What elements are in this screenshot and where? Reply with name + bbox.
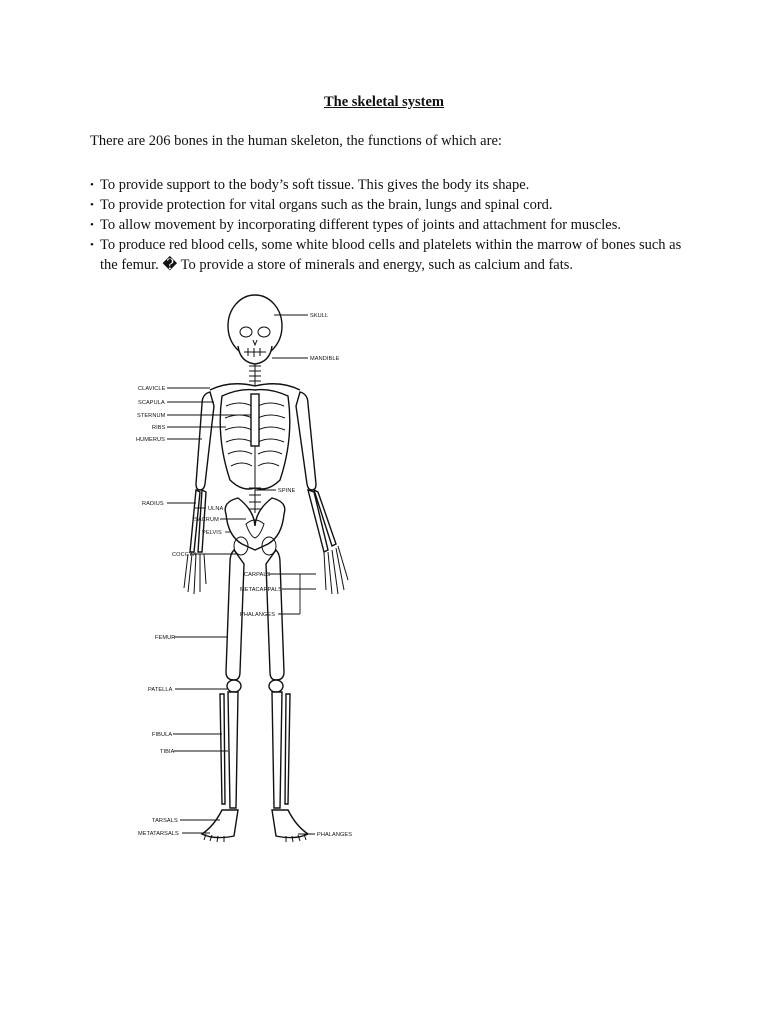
label-ulna: ULNA: [208, 506, 224, 512]
label-skull: SKULL: [310, 313, 329, 319]
label-sternum: STERNUM: [137, 413, 166, 419]
label-ribs: RIBS: [152, 425, 166, 431]
humerus-left: [196, 392, 214, 490]
list-item: • To produce red blood cells, some white blood cells and platelets within the marrow of bones such as the femur. � To provide a store of minerals and energy, such as calcium and fats.: [90, 235, 690, 275]
label-metacarpals: METACARPALS: [240, 587, 282, 593]
label-metatarsals: METATARSALS: [138, 831, 179, 837]
label-fibula: FIBULA: [152, 732, 173, 738]
label-mandible: MANDIBLE: [310, 356, 340, 362]
list-item: • To provide support to the body’s soft tissue. This gives the body its shape.: [90, 175, 690, 195]
label-tibia: TIBIA: [160, 749, 175, 755]
patella-left: [227, 680, 241, 692]
label-clavicle: CLAVICLE: [138, 386, 166, 392]
page-title: The skeletal system: [323, 94, 444, 110]
sternum-shape: [251, 394, 259, 446]
label-humerus: HUMERUS: [136, 437, 165, 443]
label-phalanges-hand: PHALANGES: [240, 612, 276, 618]
label-sacrum: SACRUM: [194, 517, 219, 523]
label-scapula: SCAPULA: [138, 400, 165, 406]
skeleton-illustration: [130, 288, 370, 848]
label-spine: SPINE: [278, 488, 296, 494]
label-patella: PATELLA: [148, 687, 173, 693]
label-tarsals: TARSALS: [152, 818, 178, 824]
tibia-right: [272, 692, 282, 808]
hand-right: [324, 546, 348, 594]
foot-left: [202, 810, 238, 838]
skeleton-diagram: [130, 288, 370, 848]
foot-right: [272, 810, 308, 838]
label-radius: RADIUS: [142, 501, 164, 507]
label-phalanges-foot: PHALANGES: [317, 832, 353, 838]
label-coccyx: COCCYX: [172, 552, 197, 558]
fibula-right: [285, 694, 290, 804]
patella-right: [269, 680, 283, 692]
intro-paragraph: There are 206 bones in the human skeleton, the functions of which are:: [90, 133, 502, 149]
functions-list: [90, 175, 690, 275]
list-item: • To provide protection for vital organs such as the brain, lungs and spinal cord.: [90, 195, 690, 215]
tibia-left: [228, 692, 238, 808]
humerus-right: [296, 392, 316, 490]
fibula-left: [220, 694, 225, 804]
mandible-shape: [238, 346, 272, 364]
hand-left: [184, 554, 206, 594]
label-femur: FEMUR: [155, 635, 176, 641]
list-item: • To allow movement by incorporating different types of joints and attachment for muscles.: [90, 215, 690, 235]
label-carpals: CARPALS: [244, 572, 271, 578]
label-pelvis: PELVIS: [202, 530, 222, 536]
